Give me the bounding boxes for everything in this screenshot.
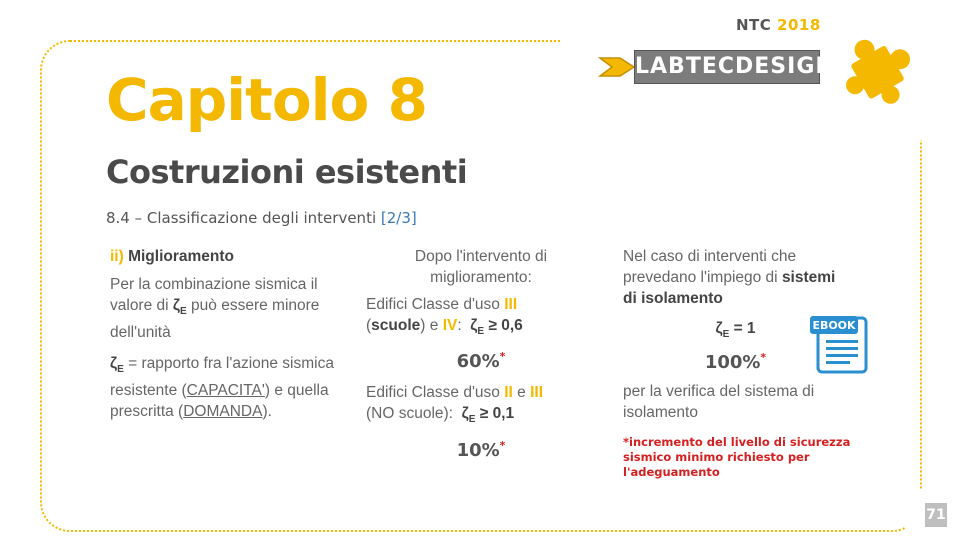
zeta-symbol: [110, 355, 124, 376]
zeta: ζ: [470, 317, 478, 334]
zeta-sub: E: [722, 329, 730, 341]
zeta-symbol: [172, 297, 187, 318]
ntc-label: [736, 16, 821, 34]
page-title: Capitolo 8: [106, 66, 427, 134]
isolation-paragraph: [623, 246, 848, 309]
ntc-text: NTC: [736, 16, 772, 34]
asterisk: *: [760, 351, 767, 365]
ebook-label: EBOOK: [812, 319, 856, 332]
text: (NO scuole):: [366, 405, 453, 423]
asterisk: *: [499, 350, 506, 364]
percent-value: 60%: [456, 351, 500, 373]
footnote: *incremento del livello di sicurezza sismico minimo richiesto per l'adeguamento: [623, 435, 851, 480]
intro-text: Dopo l'intervento di miglioramento:: [414, 248, 548, 286]
percent-60: [366, 350, 596, 372]
domanda-term: DOMANDA: [183, 403, 263, 421]
zeta-symbol: [470, 317, 485, 338]
zeta-sub: E: [468, 414, 476, 426]
text: ) e: [420, 317, 439, 334]
paragraph-combination: [110, 274, 350, 343]
text: = rapporto fra l'azione sismica resistente (: [110, 355, 334, 400]
percent-10: [366, 439, 596, 461]
logo: LABTECDESIGN: [634, 50, 820, 84]
zeta: ζ: [110, 355, 118, 373]
zeta-symbol: [715, 320, 730, 341]
isolation-systems: sistemi di isolamento: [623, 269, 836, 307]
heading-number: ii): [110, 248, 124, 265]
condition-2: ≥ 0,1: [479, 405, 515, 423]
text: e: [517, 384, 526, 402]
page-subtitle: Costruzioni esistenti: [106, 153, 468, 191]
class-ii: II: [504, 384, 513, 402]
class-ii-iii-line: [366, 382, 596, 430]
zeta-symbol: [461, 405, 476, 426]
text: Per la combinazione sismica il valore di: [110, 276, 318, 314]
text: Nel caso di interventi che prevedano l'impiego di: [623, 248, 797, 286]
ebook-icon[interactable]: [808, 314, 870, 374]
heading-miglioramento: Miglioramento: [128, 248, 235, 265]
class-iv: IV: [442, 317, 458, 334]
percent-value: 10%: [456, 440, 500, 462]
ntc-year: 2018: [777, 16, 821, 34]
column-after-intervention: [366, 246, 596, 461]
paragraph-definition: [110, 353, 350, 422]
text: :: [457, 317, 462, 334]
condition-3: = 1: [733, 320, 756, 337]
zeta-sub: E: [180, 306, 187, 318]
text: può essere minore dell'unità: [110, 297, 320, 342]
text: Edifici Classe d'uso: [366, 296, 500, 313]
column-miglioramento: [110, 246, 350, 422]
puzzle-icon: [842, 30, 922, 114]
verification-text: per la verifica del sistema di isolamento: [623, 383, 815, 422]
class-iii: III: [504, 296, 518, 313]
text: ) e quella prescritta (: [110, 382, 329, 421]
page-number: 71: [925, 503, 947, 527]
logo-arrow-icon: [598, 52, 638, 82]
zeta-sub: E: [477, 326, 485, 338]
zeta: ζ: [172, 297, 181, 314]
section-label: 8.4 – Classificazione degli interventi: [106, 209, 377, 227]
class-iii: III: [530, 384, 544, 402]
condition-1: ≥ 0,6: [488, 317, 523, 334]
text: ).: [262, 403, 272, 421]
scuole-text: scuole: [371, 317, 421, 334]
percent-value: 100%: [704, 352, 761, 374]
text: Edifici Classe d'uso: [366, 384, 500, 402]
section-heading: [106, 209, 417, 227]
zeta: ζ: [461, 405, 469, 423]
zeta: ζ: [715, 320, 723, 337]
zeta-sub: E: [117, 364, 124, 376]
asterisk: *: [499, 439, 506, 453]
section-page: [2/3]: [380, 209, 417, 227]
capacita-term: CAPACITA': [186, 382, 265, 400]
class-iii-iv-line: [366, 294, 596, 342]
text: (: [366, 317, 372, 334]
